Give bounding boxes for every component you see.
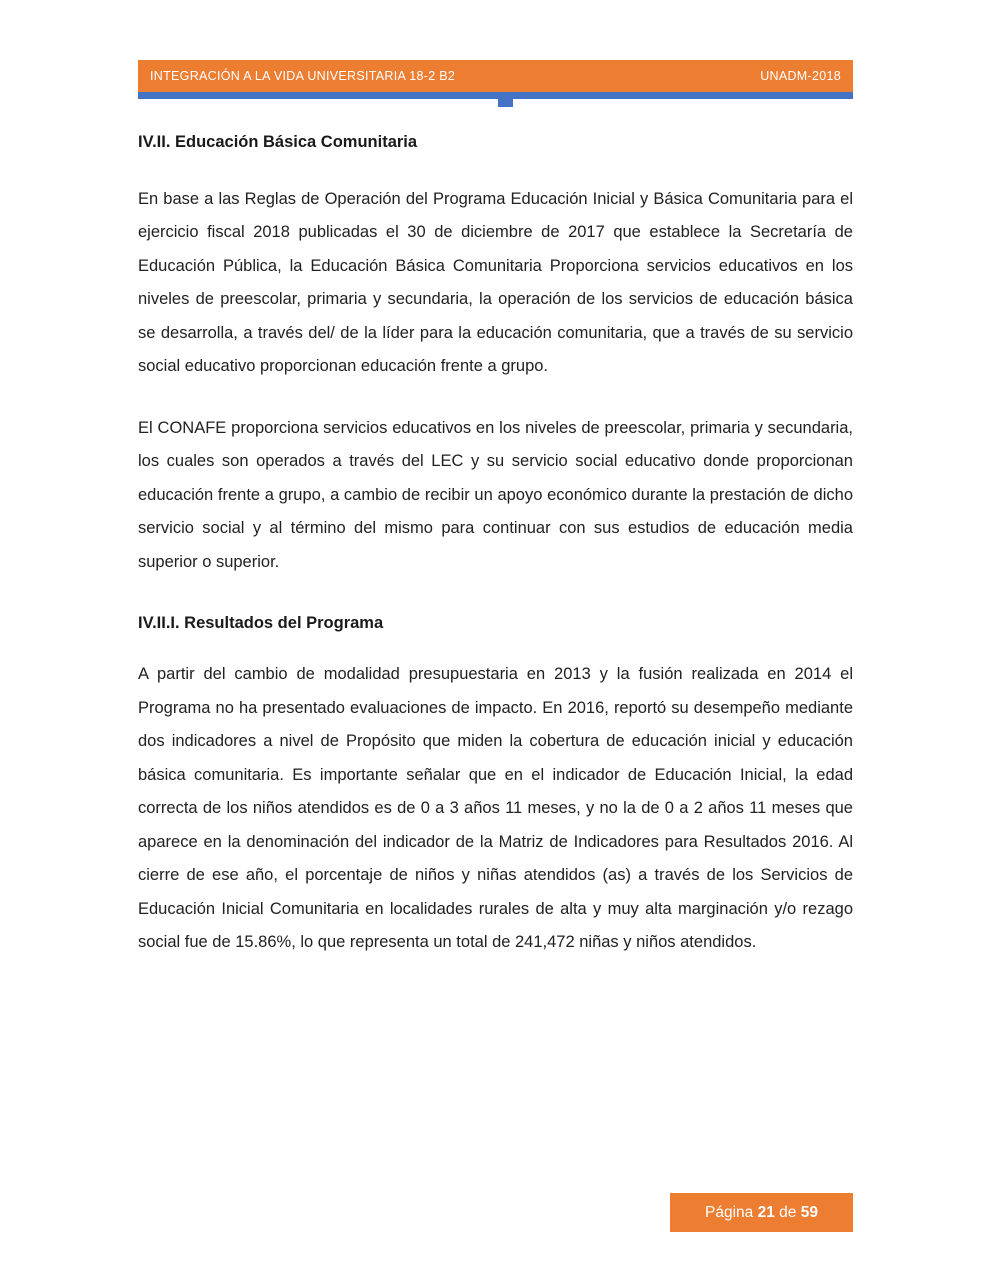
page-number-current: 21 bbox=[757, 1203, 775, 1221]
page-number-badge bbox=[670, 1193, 853, 1232]
document-body bbox=[138, 126, 853, 988]
header-banner bbox=[138, 60, 853, 92]
header-title-right: UNADM-2018 bbox=[760, 69, 841, 83]
page-number-total: 59 bbox=[800, 1203, 818, 1221]
paragraph-reglas-operacion: En base a las Reglas de Operación del Programa Educación Inicial y Básica Comunitaria para el ejercicio fiscal 2018 publicadas el 30 de diciembre de 2017 que establece la Secretaría de Educación Pública, la Educación Básica Comunitaria Proporciona servicios educativos en los niveles de preescolar, primaria y secundaria, la operación de los servicios de educación básica se desarrolla, a través del/ de la líder para la educación comunitaria, que a través de su servicio social educativo proporcionan educación frente a grupo. bbox=[138, 190, 853, 376]
header-accent-line bbox=[138, 92, 853, 99]
paragraph-resultados: A partir del cambio de modalidad presupuestaria en 2013 y la fusión realizada en 2014 el Programa no ha presentado evaluaciones de impacto. En 2016, reportó su desempeño mediante dos indicadores a nivel de Propósito que miden la cobertura de educación inicial y educación básica comunitaria. Es importante señalar que en el indicador de Educación Inicial, la edad correcta de los niños atendidos es de 0 a 3 años 11 meses, y no la de 0 a 2 años 11 meses que aparece en la denominación del indicador de la Matriz de Indicadores para Resultados 2016. Al cierre de ese año, el porcentaje de niños y niñas atendidos (as) a través de los Servicios de Educación Inicial Comunitaria en localidades rurales de alta y muy alta marginación y/o rezago social fue de 15.86%, lo que representa un total de 241,472 niñas y niños atendidos. bbox=[138, 665, 853, 952]
page-label-middle: de bbox=[774, 1203, 801, 1221]
header-accent-nub bbox=[498, 99, 513, 107]
page-label-prefix: Página bbox=[705, 1203, 758, 1221]
paragraph-conafe: El CONAFE proporciona servicios educativos en los niveles de preescolar, primaria y secundaria, los cuales son operados a través del LEC y su servicio social educativo donde proporcionan educación frente a grupo, a cambio de recibir un apoyo económico durante la prestación de dicho servicio social y al término del mismo para continuar con sus estudios de educación media superior o superior. bbox=[138, 418, 853, 571]
section-heading-resultados-programa: IV.II.I. Resultados del Programa bbox=[138, 614, 384, 633]
header-title-left: INTEGRACIÓN A LA VIDA UNIVERSITARIA 18-2 B2 bbox=[150, 69, 456, 83]
section-heading-educacion-basica: IV.II. Educación Básica Comunitaria bbox=[138, 133, 418, 151]
